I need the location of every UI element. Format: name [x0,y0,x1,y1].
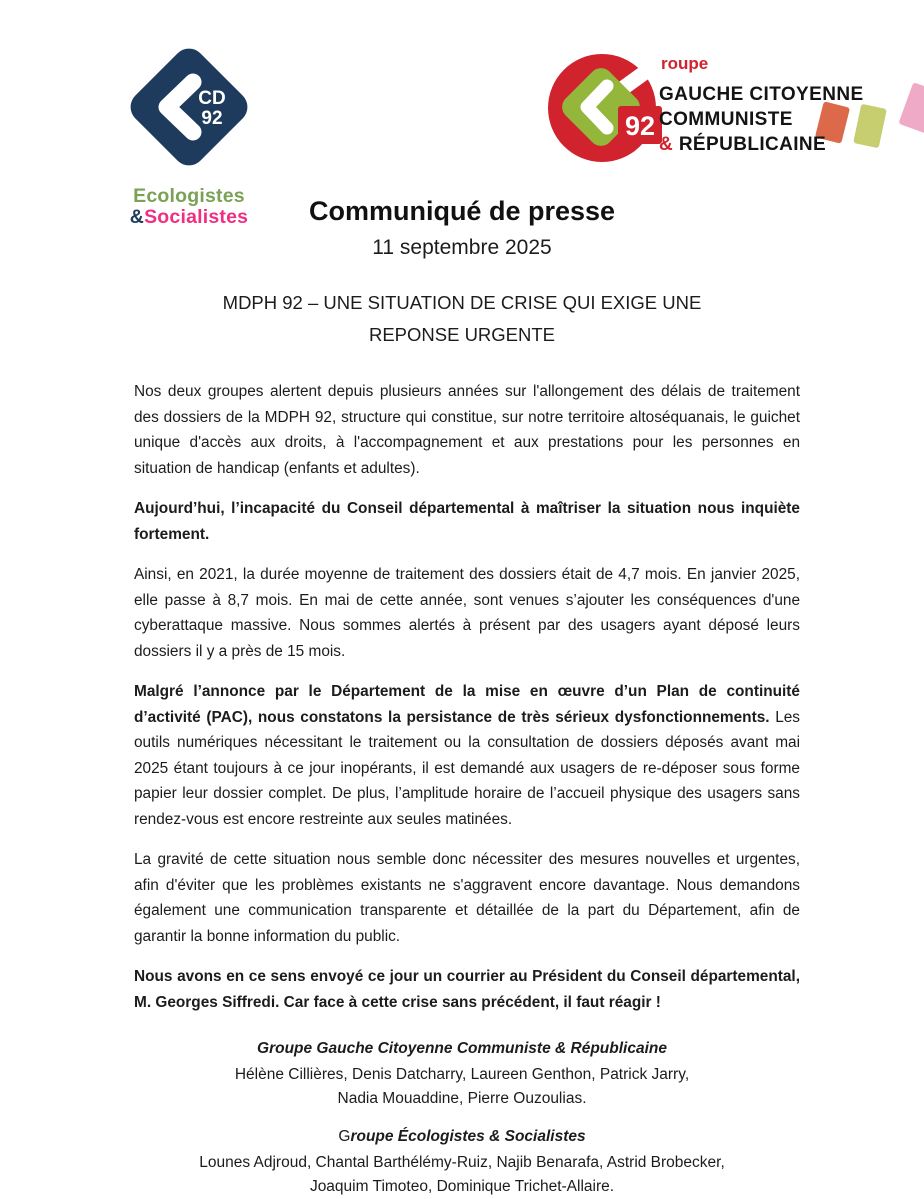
paragraph-4 [134,679,800,832]
g92-badge-number: 92 [624,111,656,141]
signatures [54,1037,870,1199]
signature-group-2-names-line-1: Lounes Adjroud, Chantal Barthélémy-Ruiz, Najib Benarafa, Astrid Brobecker, [199,1154,725,1171]
signature-group-2-names-line-2: Joaquim Timoteo, Dominique Trichet-Allaire. [309,1178,615,1195]
ampersand-red-label: & [659,134,674,155]
signature-group-gccr [54,1037,870,1111]
signature-group-2-title-rest: roupe Écologistes & Socialistes [350,1128,586,1145]
paragraph-3: Ainsi, en 2021, la durée moyenne de traitement des dossiers était de 4,7 mois. En janvier 2025, elle passe à 8,7 mois. En mai de cette année, sont venues s’ajouter les conséquences d'une cyberattaque massive. Nous sommes alertés à présent par des usagers ayant déposé leurs dossiers il y a près de 15 mois. [134,566,800,660]
cd92-diamond-icon [113,36,265,186]
subject-line-1: MDPH 92 – UNE SITUATION DE CRISE QUI EXIGE UNE [222,292,702,313]
document-date: 11 septembre 2025 [372,236,552,259]
cd-badge-number: 92 [201,108,223,129]
signature-group-eco-soc [54,1125,870,1199]
signature-group-2-title [54,1125,870,1149]
communiste-label: COMMUNISTE [659,109,793,130]
signature-group-2-title-g: G [338,1128,351,1145]
paragraph-6: Nous avons en ce sens envoyé ce jour un courrier au Président du Conseil départemental, M. Georges Siffredi. Car face à cette crise sans précédent, il faut réagir ! [134,968,800,1011]
g92-emblem-icon [546,46,674,166]
body-text [134,379,800,1015]
paragraph-1: Nos deux groupes alertent depuis plusieurs années sur l'allongement des délais de traitement des dossiers de la MDPH 92, structure qui constitue, sur notre territoire altoséquanais, le guichet unique d'accès aux droits, à l'accompagnement et aux prestations pour les personnes en situation de handicap (enfants et adultes). [134,383,800,477]
document-subject [54,287,870,351]
ecologistes-label: Ecologistes [133,185,245,207]
socialistes-label: Socialistes [144,206,249,228]
subject-line-2: REPONSE URGENTE [368,324,556,345]
cd92-eco-soc-logo [104,36,274,228]
groupe-label: roupe [661,54,709,73]
cd-badge-text: CD [198,88,226,109]
paragraph-4-bold-lead: Malgré l’annonce par le Département de la mise en œuvre d’un Plan de continuité d’activité (PAC), nous constatons la persistance de très sérieux dysfonctionnements. [134,683,800,726]
paragraph-2: Aujourd’hui, l’incapacité du Conseil départemental à maîtriser la situation nous inquiète fortement. [134,500,800,543]
gauche-citoyenne-label: GAUCHE CITOYENNE [659,84,864,105]
decoration-pink-block [898,82,924,134]
ampersand-label: & [129,206,145,228]
republicaine-text: RÉPUBLICAINE [678,134,827,155]
document-title: Communiqué de presse [308,196,616,226]
signature-group-1-names-line-2: Nadia Mouaddine, Pierre Ouzoulias. [337,1090,587,1107]
signature-group-1-names-line-1: Hélène Cillières, Denis Datcharry, Laureen Genthon, Patrick Jarry, [234,1066,690,1083]
gccr-wordmark [659,46,864,157]
paragraph-4-continuation: Les outils numériques nécessitant le traitement ou la consultation de dossiers déposés avant mai 2025 étant toujours à ce jour inopérants, il est demandé aux usagers de re-déposer sous forme papier leur dossier complet. De plus, l’amplitude horaire de l’accueil physique des usagers sans rendez-vous est encore restreinte aux seules matinées. [134,708,801,828]
press-release-page [54,0,870,1195]
paragraph-5: La gravité de cette situation nous semble donc nécessiter des mesures nouvelles et urgentes, afin d'éviter que les problèmes existants ne s'aggravent encore davantage. Nous demandons également une communication transparente et détaillée de la part du Département, afin de garantir la bonne information du public. [134,851,800,945]
republicaine-label [659,132,864,157]
gccr-logo [546,46,864,166]
signature-group-1-title: Groupe Gauche Citoyenne Communiste & Républicaine [257,1040,667,1057]
eco-soc-wordmark [104,186,274,228]
